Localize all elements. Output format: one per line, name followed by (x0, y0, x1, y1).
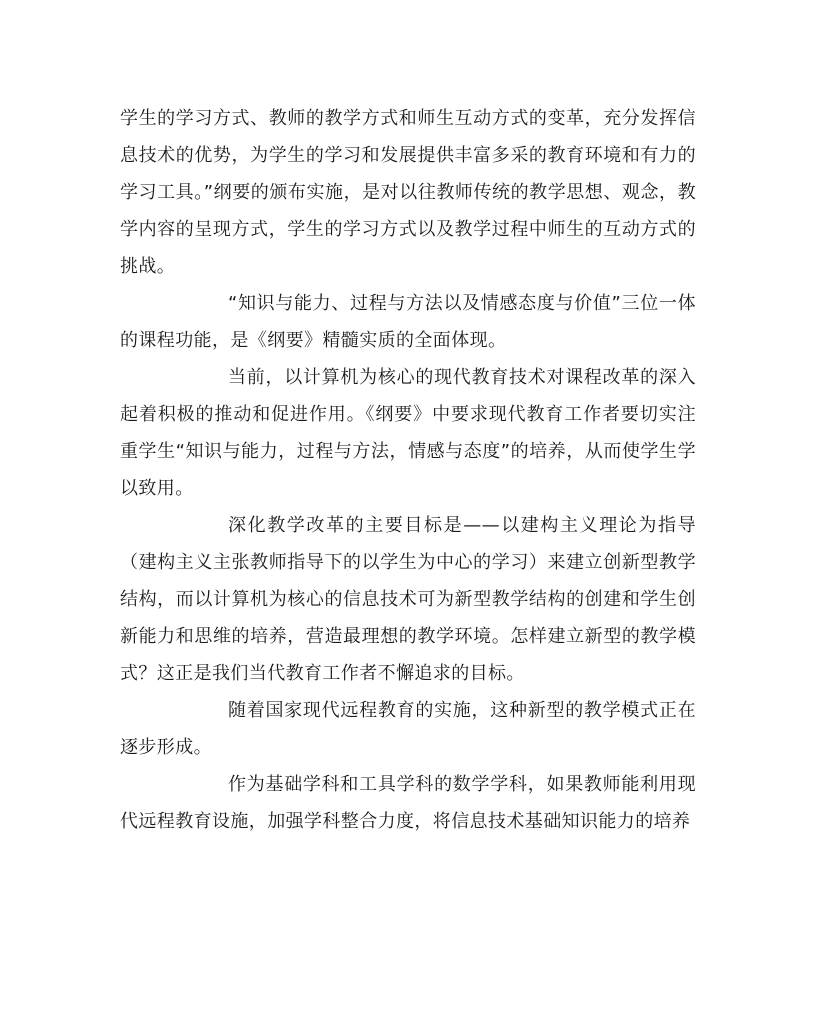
paragraph: 作为基础学科和工具学科的数学学科，如果教师能利用现代远程教育设施，加强学科整合力度，将信息技术基础知识能力的培养 (120, 774, 696, 832)
paragraph: 深化教学改革的主要目标是——以建构主义理论为指导（建构主义主张教师指导下的以学生为中心的学习）来建立创新型教学结构，而以计算机为核心的信息技术可为新型教学结构的创建和学生创新能力和思维的培养，营造最理想的教学环境。怎样建立新型的教学模式？这正是我们当代教育工作者不懈追求的目标。 (120, 515, 696, 684)
document-body (120, 100, 696, 840)
paragraph: 随着国家现代远程教育的实施，这种新型的教学模式正在逐步形成。 (120, 700, 696, 758)
paragraph: 当前，以计算机为核心的现代教育技术对课程改革的深入起着积极的推动和促进作用。《纲要》中要求现代教育工作者要切实注重学生“知识与能力，过程与方法，情感与态度”的培养，从而使学生学以致用。 (120, 367, 696, 499)
paragraph-continued: 学生的学习方式、教师的教学方式和师生互动方式的变革，充分发挥信息技术的优势，为学生的学习和发展提供丰富多采的教育环境和有力的学习工具。”纲要的颁布实施，是对以往教师传统的教学思想、观念，教学内容的呈现方式，学生的学习方式以及教学过程中师生的互动方式的挑战。 (120, 108, 696, 277)
paragraph: “知识与能力、过程与方法以及情感态度与价值”三位一体的课程功能，是《纲要》精髓实质的全面体现。 (120, 293, 696, 351)
